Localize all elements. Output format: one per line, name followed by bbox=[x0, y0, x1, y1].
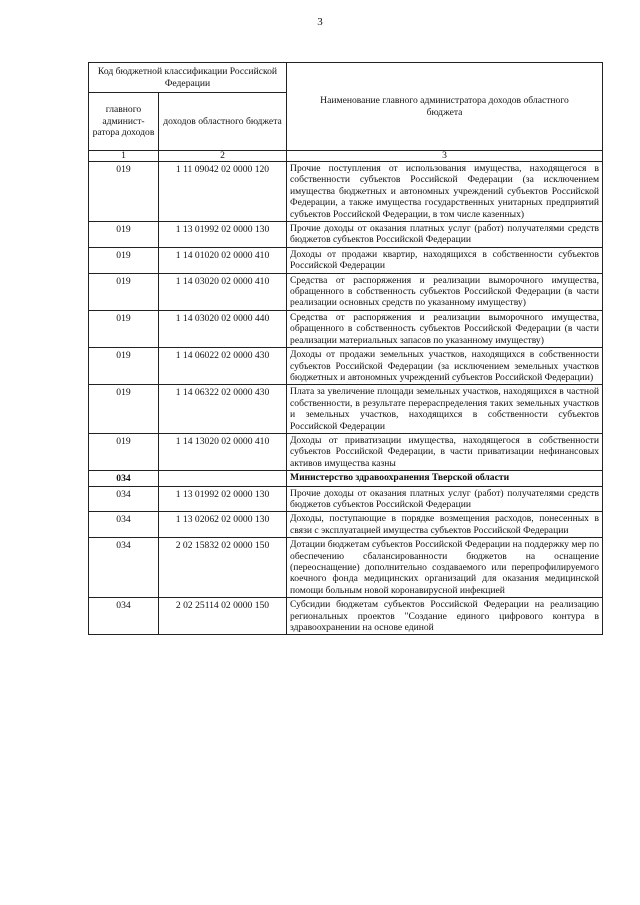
table-row bbox=[89, 222, 603, 248]
admin-code: 019 bbox=[89, 162, 159, 222]
table-row bbox=[89, 385, 603, 434]
revenue-code: 1 13 02062 02 0000 130 bbox=[159, 512, 287, 538]
revenue-name: Доходы от приватизации имущества, находящегося в собственности субъектов Российской Федерации, в части приватизации нефинансовых активов имущества казны bbox=[287, 433, 603, 470]
table-row bbox=[89, 538, 603, 598]
revenue-code: 1 14 13020 02 0000 410 bbox=[159, 433, 287, 470]
table-row bbox=[89, 512, 603, 538]
revenue-code: 1 14 01020 02 0000 410 bbox=[159, 247, 287, 273]
revenue-name: Доходы, поступающие в порядке возмещения расходов, понесенных в связи с эксплуатацией имущества субъектов Российской Федерации bbox=[287, 512, 603, 538]
revenue-code: 1 14 03020 02 0000 440 bbox=[159, 310, 287, 347]
admin-code: 034 bbox=[89, 486, 159, 512]
revenue-code: 1 14 03020 02 0000 410 bbox=[159, 273, 287, 310]
ministry-row bbox=[89, 471, 603, 486]
admin-code: 034 bbox=[89, 512, 159, 538]
admin-code: 019 bbox=[89, 310, 159, 347]
revenue-name: Доходы от продажи земельных участков, находящихся в собственности субъектов Российской Федерации (за исключением земельных участков бюджетных и автономных учреждений субъектов Российской Федерации) bbox=[287, 348, 603, 385]
revenue-name: Плата за увеличение площади земельных участков, находящихся в частной собственности, в результате перераспределения таких земельных участков и земельных участков, находящихся в собственности субъектов Российской Федерации bbox=[287, 385, 603, 434]
revenue-code: 1 13 01992 02 0000 130 bbox=[159, 222, 287, 248]
page-number: 3 bbox=[317, 16, 323, 28]
revenue-code: 2 02 15832 02 0000 150 bbox=[159, 538, 287, 598]
revenue-code: 1 14 06022 02 0000 430 bbox=[159, 348, 287, 385]
table-row bbox=[89, 273, 603, 310]
code-column-header: доходов областного бюджета bbox=[159, 93, 287, 151]
admin-code: 034 bbox=[89, 598, 159, 635]
table-row bbox=[89, 310, 603, 347]
admin-code: 034 bbox=[89, 538, 159, 598]
admin-column-header: главного админист-ратора доходов bbox=[89, 93, 159, 151]
table-row bbox=[89, 486, 603, 512]
admin-code: 019 bbox=[89, 385, 159, 434]
revenue-code: 1 13 01992 02 0000 130 bbox=[159, 486, 287, 512]
revenue-name: Прочие доходы от оказания платных услуг (работ) получателями средств бюджетов субъектов Российской Федерации bbox=[287, 486, 603, 512]
column-number: 2 bbox=[159, 151, 287, 162]
revenue-name: Прочие доходы от оказания платных услуг (работ) получателями средств бюджетов субъектов Российской Федерации bbox=[287, 222, 603, 248]
admin-code: 019 bbox=[89, 433, 159, 470]
table-row bbox=[89, 433, 603, 470]
ministry-name: Министерство здравоохранения Тверской области bbox=[287, 471, 603, 486]
column-number: 1 bbox=[89, 151, 159, 162]
table-row bbox=[89, 348, 603, 385]
revenue-code: 1 14 06322 02 0000 430 bbox=[159, 385, 287, 434]
revenue-name: Средства от распоряжения и реализации выморочного имущества, обращенного в собственность субъектов Российской Федерации (в части реализации основных средств по указанному имуществу) bbox=[287, 273, 603, 310]
budget-code-table bbox=[88, 62, 603, 635]
name-column-header: Наименование главного администратора доходов областного бюджета bbox=[287, 63, 603, 151]
revenue-name: Субсидии бюджетам субъектов Российской Федерации на реализацию региональных проектов "Создание единого цифрового контура в здравоохранении на основе единой bbox=[287, 598, 603, 635]
admin-code: 019 bbox=[89, 222, 159, 248]
revenue-name: Прочие поступления от использования имущества, находящегося в собственности субъектов Российской Федерации (за исключением имущества бюджетных и автономных учреждений субъектов Российской Федерации, а также имущества государственных унитарных предприятий субъектов Российской Федерации, в том числе казенных) bbox=[287, 162, 603, 222]
admin-code: 019 bbox=[89, 348, 159, 385]
table-row bbox=[89, 162, 603, 222]
budget-code-group-header: Код бюджетной классификации Российской Федерации bbox=[89, 63, 287, 93]
revenue-name: Доходы от продажи квартир, находящихся в собственности субъектов Российской Федерации bbox=[287, 247, 603, 273]
column-number: 3 bbox=[287, 151, 603, 162]
admin-code: 019 bbox=[89, 247, 159, 273]
revenue-name: Средства от распоряжения и реализации выморочного имущества, обращенного в собственность субъектов Российской Федерации (в части реализации материальных запасов по указанному имуществу) bbox=[287, 310, 603, 347]
revenue-code: 1 11 09042 02 0000 120 bbox=[159, 162, 287, 222]
revenue-code: 2 02 25114 02 0000 150 bbox=[159, 598, 287, 635]
admin-code: 019 bbox=[89, 273, 159, 310]
table-row bbox=[89, 247, 603, 273]
table-row bbox=[89, 598, 603, 635]
revenue-name: Дотации бюджетам субъектов Российской Федерации на поддержку мер по обеспечению сбалансированности бюджетов на оснащение (переоснащение) дополнительно создаваемого или перепрофилируемого коечного фонда медицинских организаций для оказания медицинской помощи больным новой коронавирусной инфекцией bbox=[287, 538, 603, 598]
admin-code: 034 bbox=[89, 471, 159, 486]
revenue-code bbox=[159, 471, 287, 486]
